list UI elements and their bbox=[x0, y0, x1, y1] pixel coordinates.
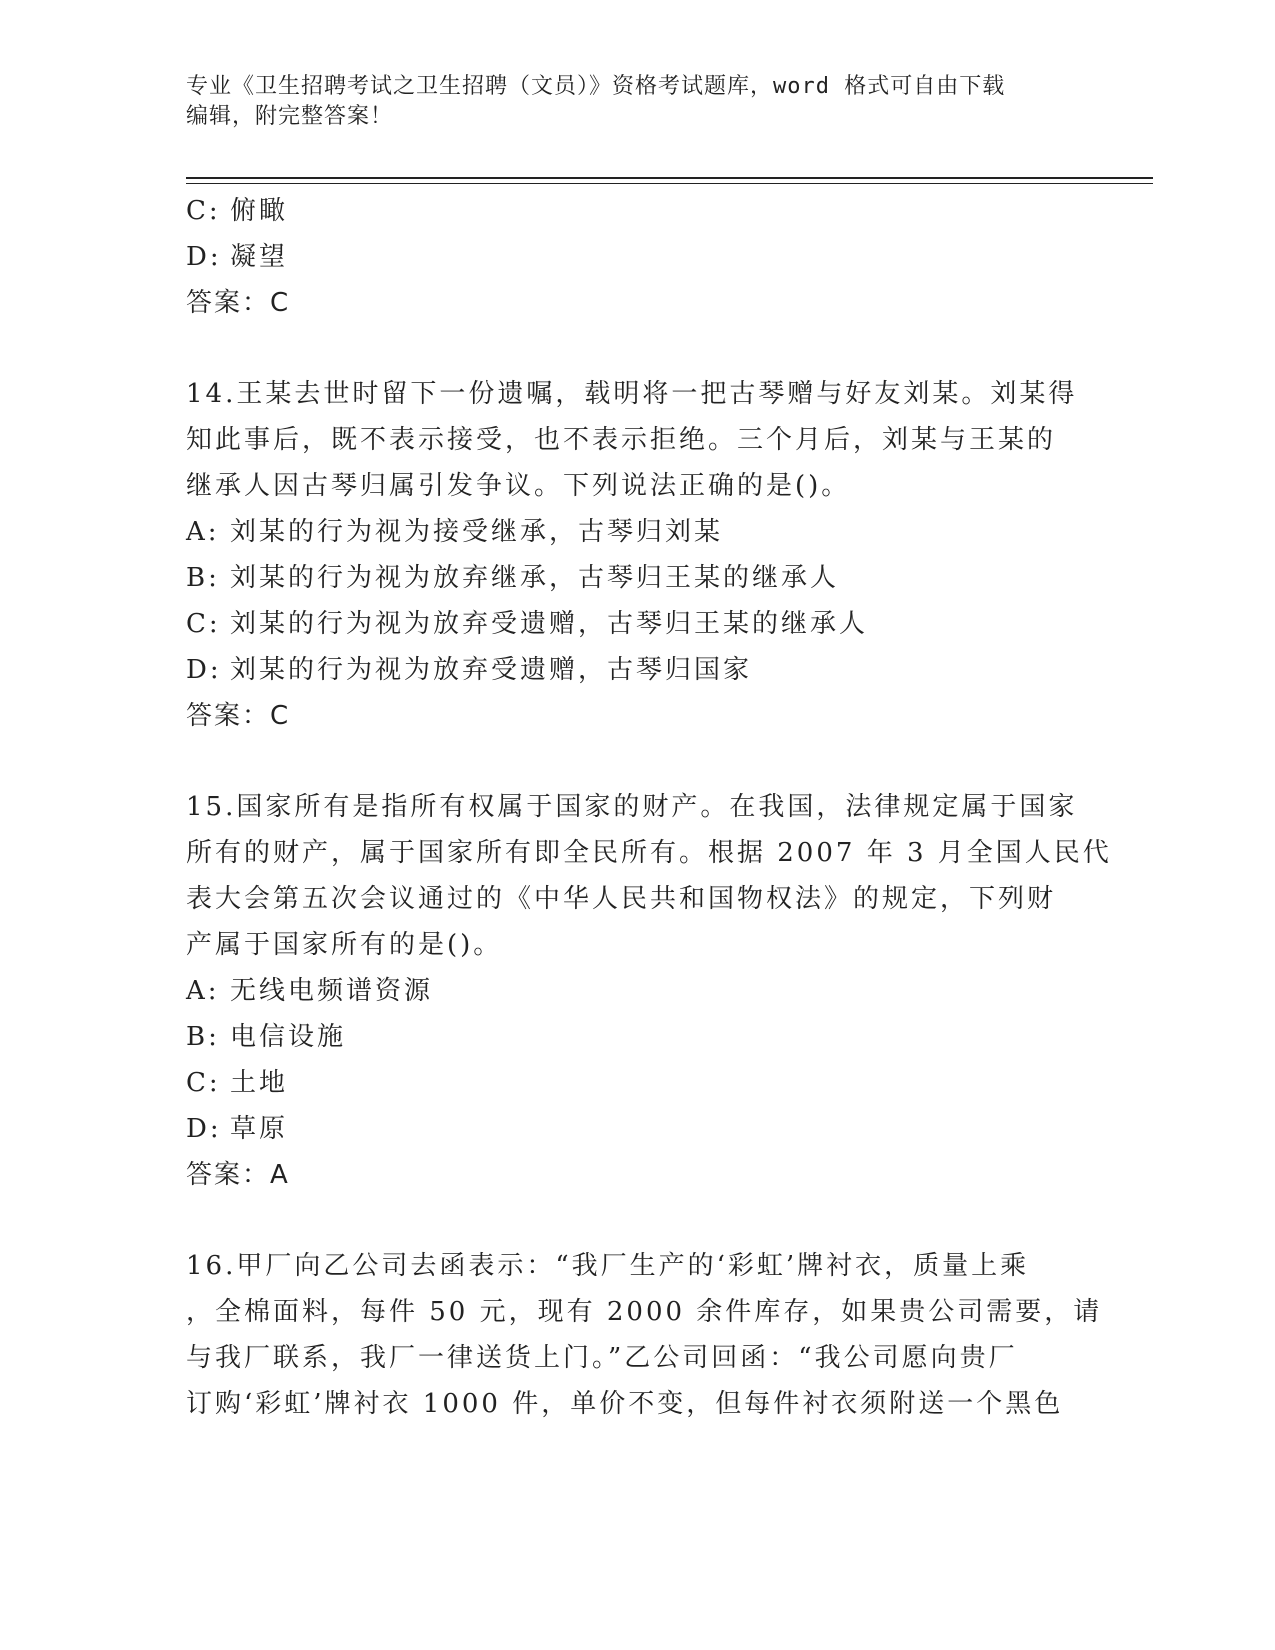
question-14-line: 14.王某去世时留下一份遗嘱，载明将一把古琴赠与好友刘某。刘某得 bbox=[186, 379, 1078, 409]
question-14-line: 继承人因古琴归属引发争议。下列说法正确的是()。 bbox=[186, 471, 851, 501]
option-a: A: 无线电频谱资源 bbox=[186, 976, 434, 1006]
question-15-line: 所有的财产，属于国家所有即全民所有。根据 2007 年 3 月全国人民代 bbox=[186, 838, 1112, 868]
option-c: C: 土地 bbox=[186, 1068, 289, 1098]
answer-line: 答案：A bbox=[186, 1160, 290, 1190]
option-b: B: 刘某的行为视为放弃继承，古琴归王某的继承人 bbox=[186, 563, 840, 593]
answer-line: 答案：C bbox=[186, 288, 291, 318]
header-divider-thin bbox=[186, 183, 1153, 184]
option-c: C: 俯瞰 bbox=[186, 196, 289, 226]
question-14-line: 知此事后，既不表示接受，也不表示拒绝。三个月后，刘某与王某的 bbox=[186, 425, 1057, 455]
question-15-line: 表大会第五次会议通过的《中华人民共和国物权法》的规定，下列财 bbox=[186, 884, 1057, 914]
question-content bbox=[186, 188, 1112, 1427]
question-15-line: 产属于国家所有的是()。 bbox=[186, 930, 503, 960]
option-text: 土地 bbox=[230, 1068, 289, 1098]
option-d: D: 草原 bbox=[186, 1114, 289, 1144]
option-c: C: 刘某的行为视为放弃受遗赠，古琴归王某的继承人 bbox=[186, 609, 869, 639]
question-16-line: 与我厂联系，我厂一律送货上门。”乙公司回函：“我公司愿向贵厂 bbox=[186, 1343, 1018, 1373]
option-text: 俯瞰 bbox=[230, 196, 289, 226]
question-16-line: ，全棉面料，每件 50 元，现有 2000 余件库存，如果贵公司需要，请 bbox=[186, 1297, 1103, 1327]
header-line-2: 编辑，附完整答案！ bbox=[186, 104, 394, 129]
option-d: D: 凝望 bbox=[186, 242, 289, 272]
page-header bbox=[186, 72, 1086, 132]
answer-line: 答案：C bbox=[186, 701, 291, 731]
option-b: B: 电信设施 bbox=[186, 1022, 347, 1052]
option-text: 电信设施 bbox=[230, 1022, 347, 1052]
option-a: A: 刘某的行为视为接受继承，古琴归刘某 bbox=[186, 517, 724, 547]
question-15-line: 15.国家所有是指所有权属于国家的财产。在我国，法律规定属于国家 bbox=[186, 792, 1078, 822]
option-text: 草原 bbox=[230, 1114, 289, 1144]
question-16-line: 订购‘彩虹’牌衬衣 1000 件，单价不变，但每件衬衣须附送一个黑色 bbox=[186, 1389, 1064, 1419]
option-text: 刘某的行为视为放弃受遗赠，古琴归王某的继承人 bbox=[230, 609, 869, 639]
option-d: D: 刘某的行为视为放弃受遗赠，古琴归国家 bbox=[186, 655, 753, 685]
option-text: 刘某的行为视为接受继承，古琴归刘某 bbox=[230, 517, 724, 547]
question-16-line: 16.甲厂向乙公司去函表示：“我厂生产的‘彩虹’牌衬衣，质量上乘 bbox=[186, 1251, 1030, 1281]
option-text: 凝望 bbox=[230, 242, 289, 272]
option-text: 刘某的行为视为放弃受遗赠，古琴归国家 bbox=[230, 655, 753, 685]
option-text: 无线电频谱资源 bbox=[230, 976, 434, 1006]
option-text: 刘某的行为视为放弃继承，古琴归王某的继承人 bbox=[230, 563, 840, 593]
header-line-1: 专业《卫生招聘考试之卫生招聘（文员）》资格考试题库，word 格式可自由下载 bbox=[186, 74, 1006, 99]
header-divider-thick bbox=[186, 177, 1153, 179]
